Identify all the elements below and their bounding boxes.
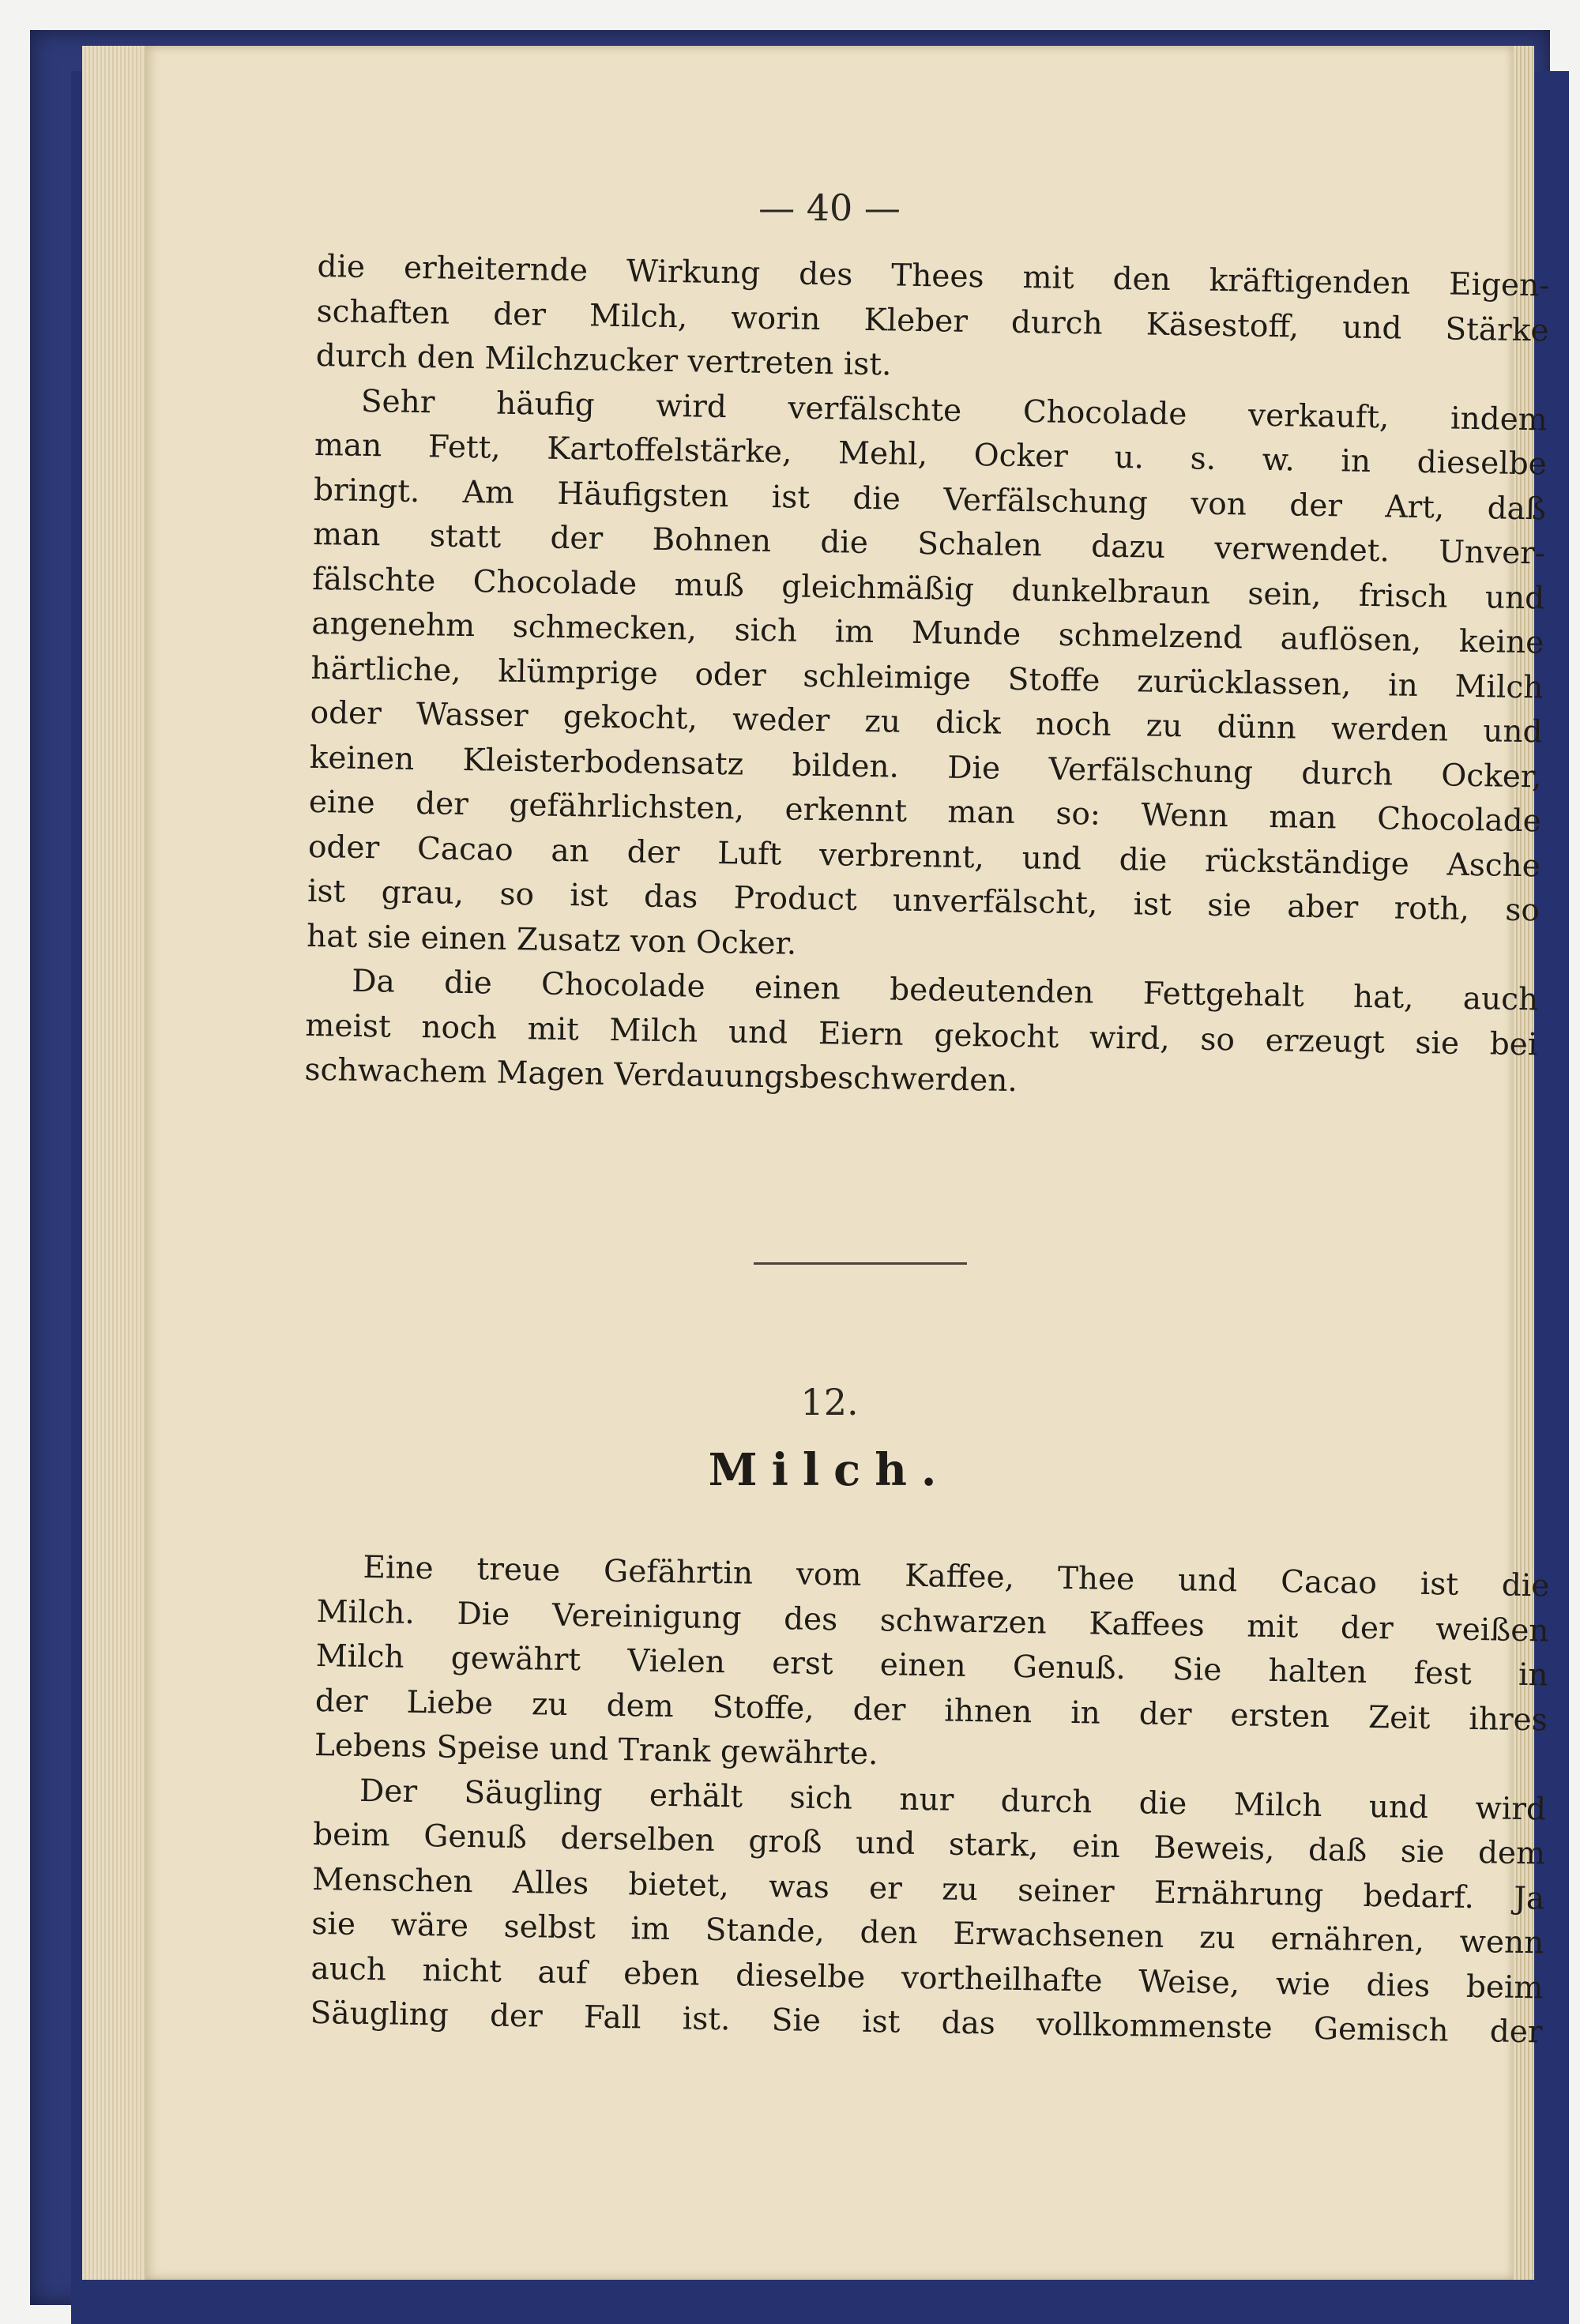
text-line: Milch. Die Vereinigung des schwarzen Kaffees mit der weißen (316, 1593, 1549, 1649)
text-line: Sehr häufig wird verfälschte Chocolade verkauft, indem (360, 383, 1548, 438)
text-line: fälschte Chocolade muß gleichmäßig dunkelbraun sein, frisch und (312, 561, 1545, 616)
text-line: hat sie einen Zusatz von Ocker. (306, 918, 797, 962)
text-line: schaften der Milch, worin Kleber durch Käsestoff, und Stärke (316, 293, 1549, 348)
text-line: die erheiternde Wirkung des Thees mit den kräftigenden Eigen- (317, 248, 1550, 304)
text-block-before (304, 245, 1550, 1112)
text-line: Da die Chocolade einen bedeutenden Fettgehalt hat, auch (352, 963, 1539, 1018)
paragraph (310, 1768, 1546, 2055)
text-line: man Fett, Kartoffelstärke, Mehl, Ocker u. s. w. in dieselbe (314, 427, 1548, 483)
text-block-after (310, 1545, 1550, 2055)
text-line: angenehm schmecken, sich im Munde schmelzend auflösen, keine (311, 605, 1544, 661)
section-number: 12. (800, 1381, 859, 1423)
text-line: auch nicht auf eben dieselbe vortheilhafte Weise, wie dies beim (310, 1950, 1544, 2006)
text-line: härtliche, klümprige oder schleimige Stoffe zurücklassen, in Milch (310, 650, 1544, 705)
text-line: Eine treue Gefährtin vom Kaffee, Thee und Cacao ist die (363, 1549, 1550, 1604)
text-line: der Liebe zu dem Stoffe, der ihnen in der ersten Zeit ihres (314, 1683, 1548, 1738)
text-line: bringt. Am Häufigsten ist die Verfälschung von der Art, daß (313, 472, 1547, 527)
text-line: Menschen Alles bietet, was er zu seiner Ernährung bedarf. Ja (312, 1861, 1545, 1916)
section-divider (754, 1262, 967, 1265)
text-line: Säugling der Fall ist. Sie ist das vollkommenste Gemisch der (310, 1995, 1543, 2051)
text-line: schwachem Magen Verdauungsbeschwerden. (304, 1051, 1018, 1100)
text-line: Lebens Speise und Trank gewährte. (314, 1727, 878, 1773)
text-line: man statt der Bohnen die Schalen dazu verwendet. Unver- (312, 516, 1546, 572)
text-line: durch den Milchzucker vertreten ist. (315, 337, 892, 383)
page-edges-left (82, 46, 145, 2280)
text-line: beim Genuß derselben groß und stark, ein Beweis, daß sie dem (312, 1816, 1546, 1872)
section-title: Milch. (708, 1444, 951, 1496)
text-line: oder Wasser gekocht, weder zu dick noch zu dünn werden und (310, 694, 1543, 750)
text-line: sie wäre selbst im Stande, den Erwachsenen zu ernähren, wenn (311, 1905, 1544, 1961)
text-line: Milch gewährt Vielen erst einen Genuß. Sie halten fest in (315, 1638, 1548, 1694)
paragraph (314, 1545, 1550, 1788)
paragraph (304, 959, 1538, 1112)
paragraph (307, 378, 1548, 978)
text-line: meist noch mit Milch und Eiern gekocht wird, so erzeugt sie bei (305, 1007, 1538, 1062)
text-line: oder Cacao an der Luft verbrennt, und die rückständige Asche (307, 829, 1541, 884)
paragraph (315, 245, 1549, 398)
page-number: — 40 — (758, 186, 901, 229)
text-line: ist grau, so ist das Product unverfälscht, ist sie aber roth, so (307, 873, 1540, 929)
text-line: eine der gefährlichsten, erkennt man so: Wenn man Chocolade (308, 784, 1542, 840)
text-line: Der Säugling erhält sich nur durch die Milch und wird (359, 1773, 1547, 1827)
book-page (145, 46, 1550, 2280)
text-line: keinen Kleisterbodensatz bilden. Die Verfälschung durch Ocker, (309, 739, 1542, 795)
